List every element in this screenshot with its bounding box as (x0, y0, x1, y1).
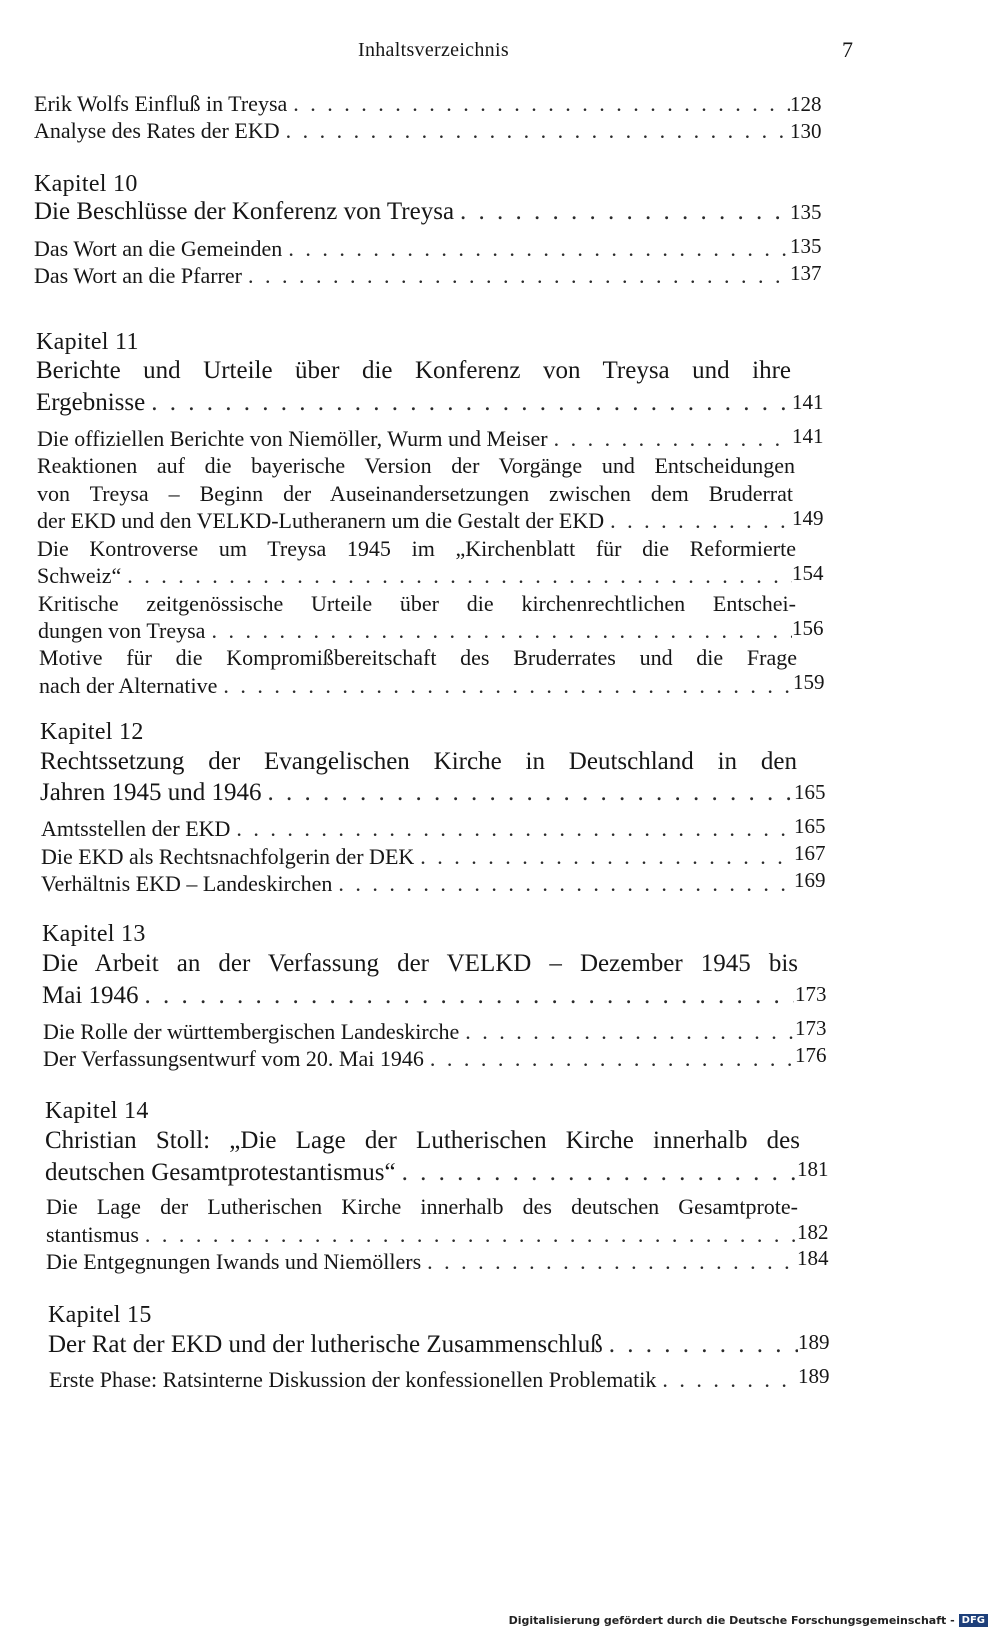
entry-title: Die offiziellen Berichte von Niemöller, Wurm und Meiser (37, 426, 548, 451)
entry-title: Schweiz“ (37, 563, 122, 588)
leader-dots (430, 1045, 795, 1073)
entry-title: Das Wort an die Gemeinden (34, 236, 283, 261)
entry-title: Analyse des Rates der EKD (34, 118, 280, 143)
entry-title: Verhältnis EKD – Landeskirchen (41, 871, 333, 896)
leader-dots (268, 777, 794, 809)
leader-dots (465, 1018, 795, 1046)
entry-page: 167 (794, 841, 826, 865)
entry-title-line: von Treysa – Beginn der Auseinandersetzungen zwischen dem Bruderrat (37, 481, 793, 506)
chapter-title-line: Berichte und Urteile über die Konferenz von Treysa und ihre (36, 357, 791, 384)
entry-title-line: Die Kontroverse um Treysa 1945 im „Kirchenblatt für die Reformierte (37, 536, 796, 561)
entry-title: Der Verfassungsentwurf vom 20. Mai 1946 (43, 1046, 424, 1071)
entry-title: Die Entgegnungen Iwands und Niemöllers (46, 1249, 422, 1274)
leader-dots (288, 235, 790, 263)
entry-page: 173 (795, 982, 827, 1006)
chapter-title-line: Die Arbeit an der Verfassung der VELKD – Dezember 1945 bis (42, 950, 798, 977)
chapter-label: Kapitel 13 (42, 921, 146, 947)
leader-dots (338, 870, 794, 898)
leader-dots (610, 507, 792, 535)
chapter-title: Ergebnisse (36, 389, 146, 416)
chapter-title: deutschen Gesamtprotestantismus“ (45, 1159, 396, 1186)
leader-dots (236, 815, 794, 843)
entry-page: 169 (794, 868, 826, 892)
chapter-label: Kapitel 15 (48, 1302, 152, 1328)
chapter-label: Kapitel 12 (40, 719, 144, 745)
dfg-logo-icon: DFG (959, 1614, 988, 1627)
chapter-label: Kapitel 14 (45, 1098, 149, 1124)
chapter-title-line: Christian Stoll: „Die Lage der Lutherischen Kirche innerhalb des (45, 1127, 800, 1154)
chapter-label: Kapitel 10 (34, 171, 138, 197)
leader-dots (223, 672, 792, 700)
chapter-label: Kapitel 11 (36, 329, 139, 355)
chapter-title-line: Rechtssetzung der Evangelischen Kirche in Deutschland in den (40, 748, 797, 775)
leader-dots (127, 562, 792, 590)
leader-dots (427, 1248, 797, 1276)
entry-title-line: Kritische zeitgenössische Urteile über die kirchenrechtlichen Entschei- (38, 591, 796, 616)
chapter-title: Die Beschlüsse der Konferenz von Treysa (34, 198, 455, 225)
entry-page: 141 (792, 390, 824, 414)
running-head-title: Inhaltsverzeichnis (358, 39, 509, 61)
digitization-footer (509, 1611, 988, 1629)
entry-title: nach der Alternative (39, 673, 218, 698)
leader-dots (151, 387, 792, 419)
leader-dots (554, 425, 792, 453)
leader-dots (145, 980, 794, 1012)
entry-page: 189 (798, 1330, 830, 1354)
leader-dots (662, 1366, 798, 1394)
leader-dots (145, 1221, 797, 1249)
chapter-title: Mai 1946 (42, 982, 139, 1009)
entry-title: Amtsstellen der EKD (41, 816, 231, 841)
entry-title: dungen von Treysa (38, 618, 206, 643)
entry-title-line: Reaktionen auf die bayerische Version der Vorgänge und Entscheidungen (37, 453, 795, 478)
entry-title: Das Wort an die Pfarrer (34, 263, 242, 288)
entry-title: Erste Phase: Ratsinterne Diskussion der konfessionellen Problematik (49, 1367, 657, 1392)
entry-page: 130 (790, 119, 822, 143)
leader-dots (211, 617, 792, 645)
entry-page: 181 (797, 1157, 829, 1181)
entry-title: Erik Wolfs Einfluß in Treysa (34, 91, 288, 116)
entry-page: 165 (794, 814, 826, 838)
entry-page: 176 (795, 1043, 827, 1067)
entry-page: 182 (797, 1220, 829, 1244)
leader-dots (286, 117, 790, 145)
entry-page: 141 (792, 424, 824, 448)
entry-page: 137 (790, 261, 822, 285)
entry-title: Die Rolle der württembergischen Landeskirche (43, 1019, 460, 1044)
leader-dots (460, 196, 790, 228)
chapter-title: Der Rat der EKD und der lutherische Zusammenschluß (48, 1331, 603, 1358)
entry-page: 156 (792, 616, 824, 640)
entry-page: 165 (794, 780, 826, 804)
entry-page: 149 (792, 506, 824, 530)
leader-dots (402, 1157, 797, 1189)
entry-title-line: Motive für die Kompromißbereitschaft des Bruderrates und die Frage (39, 645, 797, 670)
entry-page: 173 (795, 1016, 827, 1040)
leader-dots (293, 90, 790, 118)
entry-page: 184 (797, 1246, 829, 1270)
entry-title-line: Die Lage der Lutherischen Kirche innerhalb des deutschen Gesamtprote- (46, 1194, 798, 1219)
entry-page: 159 (793, 670, 825, 694)
leader-dots (420, 843, 794, 871)
entry-title: der EKD und den VELKD-Lutheranern um die Gestalt der EKD (37, 508, 605, 533)
entry-title: stantismus (46, 1222, 139, 1247)
entry-page: 135 (790, 234, 822, 258)
leader-dots (248, 262, 790, 290)
entry-title: Die EKD als Rechtsnachfolgerin der DEK (41, 844, 415, 869)
footer-credit: Digitalisierung gefördert durch die Deutsche Forschungsgemeinschaft - (508, 1613, 955, 1627)
page-number: 7 (842, 37, 853, 62)
entry-page: 154 (792, 561, 824, 585)
entry-page: 135 (790, 200, 822, 224)
entry-page: 189 (798, 1364, 830, 1388)
entry-page: 128 (790, 92, 822, 116)
leader-dots (609, 1329, 798, 1361)
chapter-title: Jahren 1945 und 1946 (40, 779, 262, 806)
